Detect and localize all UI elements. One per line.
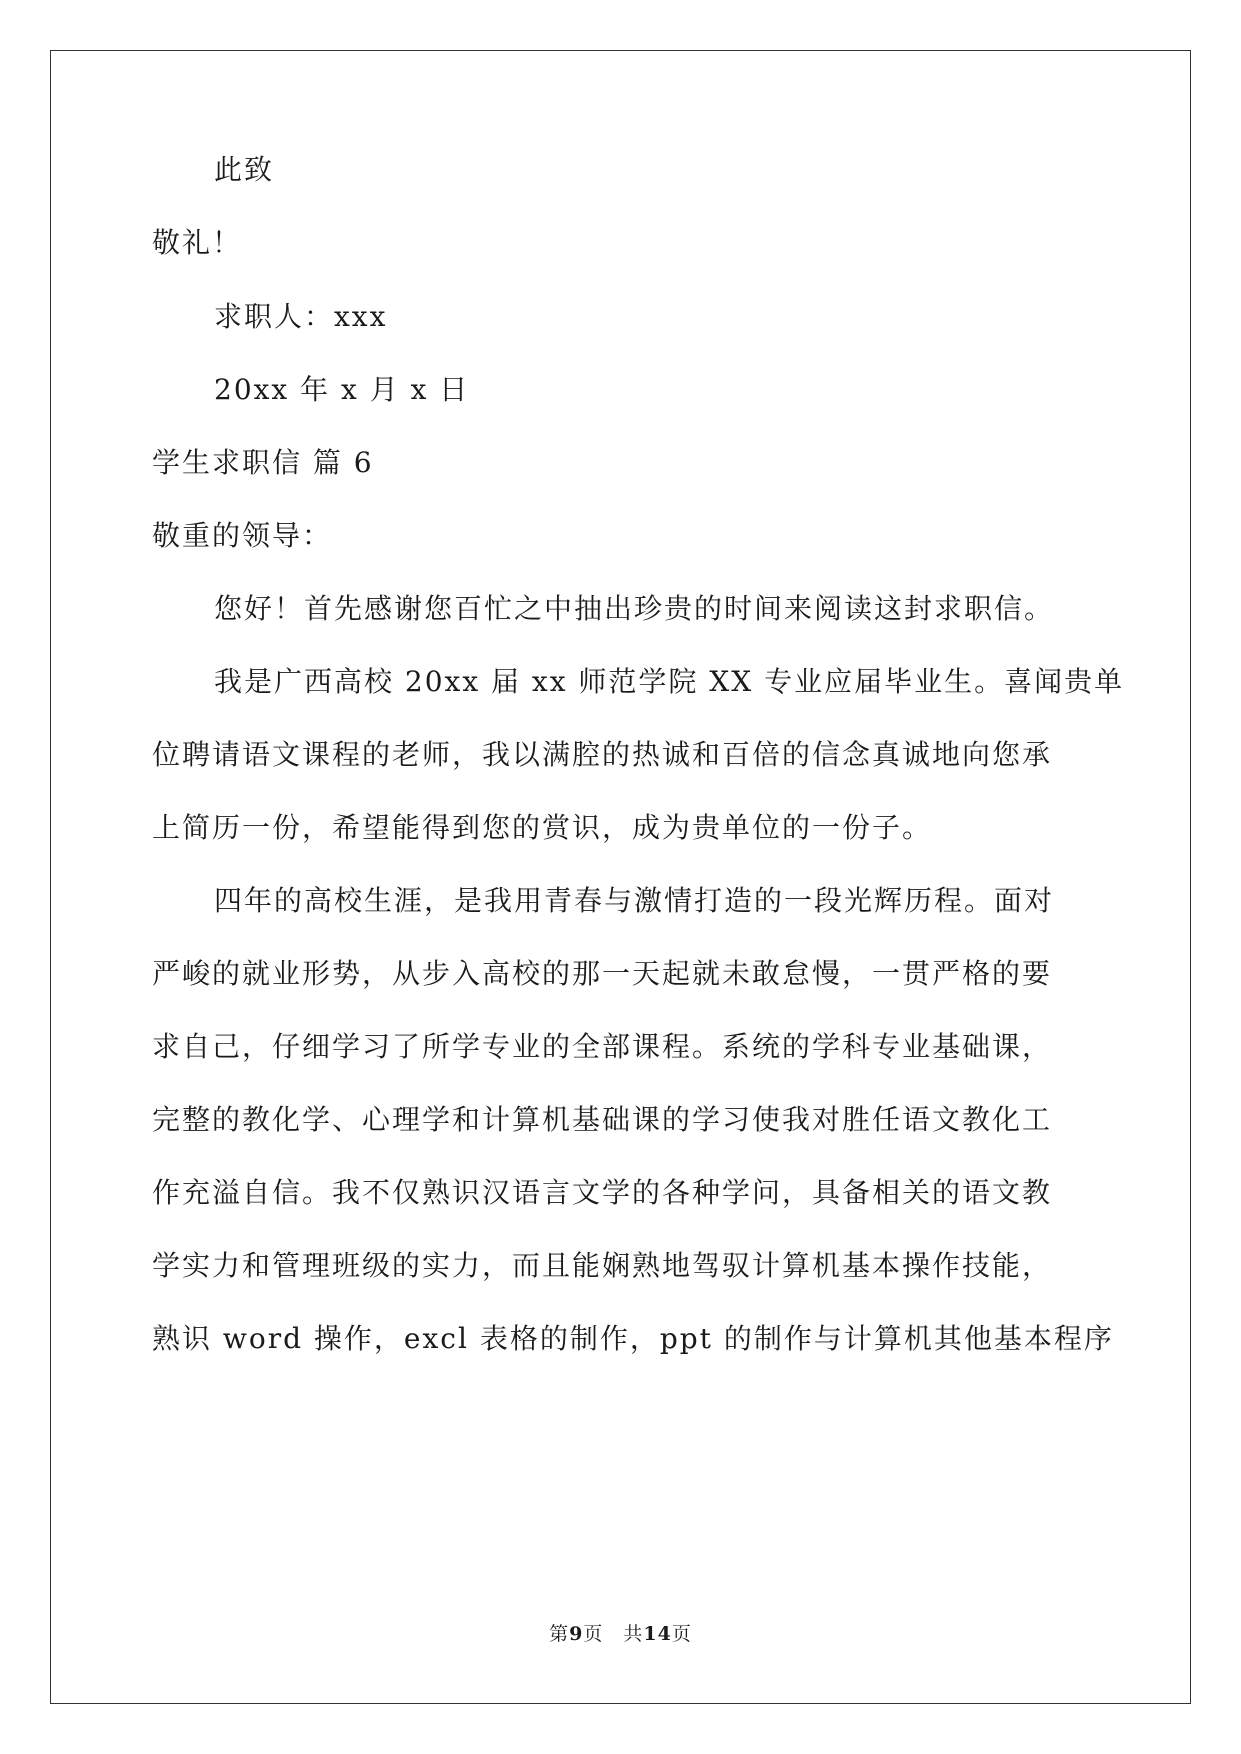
page-footer <box>0 1622 1241 1646</box>
greeting: 敬重的领导： <box>152 519 333 552</box>
footer-prefix: 第 <box>549 1623 570 1645</box>
paragraph-line: 熟识 word 操作，excl 表格的制作，ppt 的制作与计算机其他基本程序 <box>152 1322 1114 1355</box>
paragraph-line: 您好！首先感谢您百忙之中抽出珍贵的时间来阅读这封求职信。 <box>214 592 1055 625</box>
applicant-signature: 求职人：xxx <box>214 300 388 333</box>
footer-suffix: 页 <box>671 1623 692 1645</box>
paragraph-line: 作充溢自信。我不仅熟识汉语言文学的各种学问，具备相关的语文教 <box>152 1176 1053 1209</box>
paragraph-line: 四年的高校生涯，是我用青春与激情打造的一段光辉历程。面对 <box>214 884 1055 917</box>
section-title: 学生求职信 篇 6 <box>152 446 374 479</box>
salutation-closing: 敬礼！ <box>152 226 243 259</box>
paragraph-line: 求自己，仔细学习了所学专业的全部课程。系统的学科专业基础课， <box>152 1030 1053 1063</box>
total-page-count: 14 <box>643 1623 672 1645</box>
closing-phrase: 此致 <box>214 153 275 186</box>
paragraph-line: 学实力和管理班级的实力，而且能娴熟地驾驭计算机基本操作技能， <box>152 1249 1053 1282</box>
letter-date: 20xx 年 x 月 x 日 <box>214 373 470 406</box>
current-page-number: 9 <box>569 1623 584 1645</box>
paragraph-line: 上简历一份，希望能得到您的赏识，成为贵单位的一份子。 <box>152 811 933 844</box>
paragraph-line: 严峻的就业形势，从步入高校的那一天起就未敢怠慢，一贯严格的要 <box>152 957 1053 990</box>
footer-middle: 页 共 <box>583 1623 644 1645</box>
paragraph-line: 完整的教化学、心理学和计算机基础课的学习使我对胜任语文教化工 <box>152 1103 1053 1136</box>
paragraph-line: 位聘请语文课程的老师，我以满腔的热诚和百倍的信念真诚地向您承 <box>152 738 1053 771</box>
paragraph-line: 我是广西高校 20xx 届 xx 师范学院 XX 专业应届毕业生。喜闻贵单 <box>214 665 1125 698</box>
